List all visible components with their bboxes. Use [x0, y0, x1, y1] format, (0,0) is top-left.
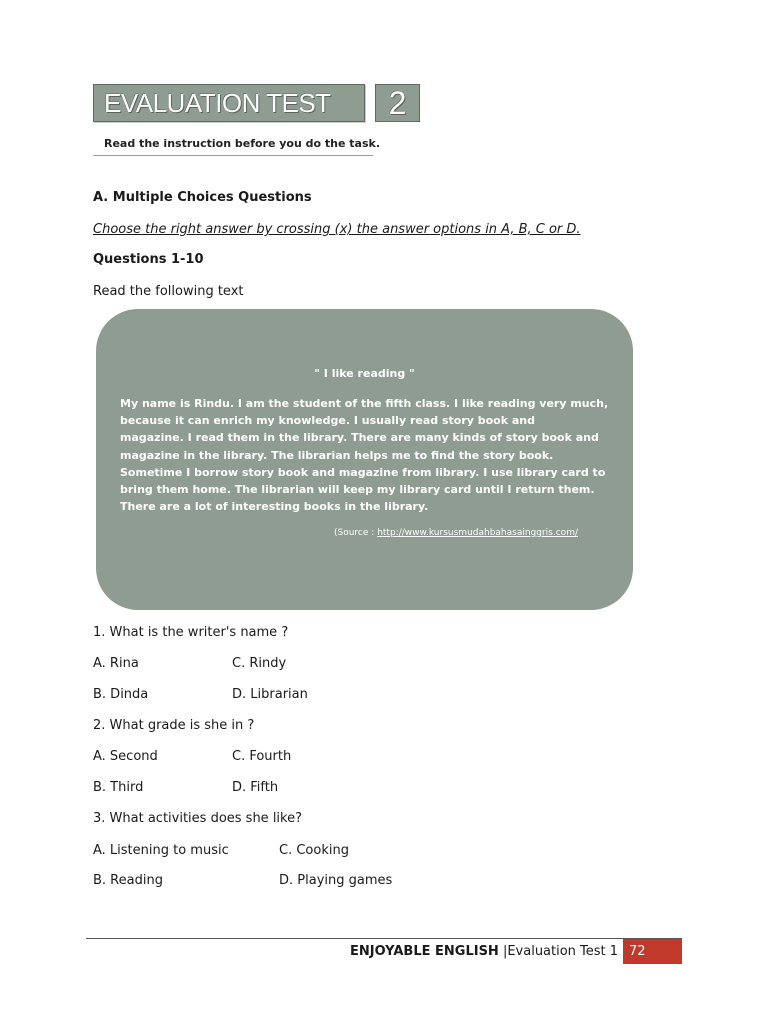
- q2-option-c: C. Fourth: [232, 749, 292, 764]
- passage-line: magazine. I read them in the library. There are many kinds of story book and: [120, 431, 599, 445]
- read-prompt: Read the following text: [93, 284, 244, 299]
- instruction-divider: [93, 155, 373, 156]
- passage-body: [120, 395, 610, 515]
- question-3: 3. What activities does she like?: [93, 811, 303, 826]
- page-number: 72: [623, 939, 682, 964]
- q3-option-c: C. Cooking: [279, 843, 349, 858]
- passage-line: There are a lot of interesting books in the library.: [120, 500, 429, 514]
- q3-option-b: B. Reading: [93, 873, 163, 888]
- q2-option-d: D. Fifth: [232, 780, 279, 795]
- q2-option-a: A. Second: [93, 749, 158, 764]
- footer-divider: [86, 938, 682, 939]
- footer-book-title: ENJOYABLE ENGLISH: [350, 944, 499, 959]
- passage-line: because it can enrich my knowledge. I usually read story book and: [120, 414, 536, 428]
- footer-separator: |: [498, 944, 508, 959]
- section-directions: Choose the right answer by crossing (x) the answer options in A, B, C or D.: [93, 222, 581, 237]
- footer-label: [350, 944, 618, 959]
- q1-option-c: C. Rindy: [232, 656, 287, 671]
- passage-line: magazine in the library. The librarian helps me to find the story book.: [120, 448, 554, 462]
- questions-range: Questions 1-10: [93, 252, 204, 267]
- q3-option-d: D. Playing games: [279, 873, 393, 888]
- q1-option-d: D. Librarian: [232, 687, 308, 702]
- instruction-text: Read the instruction before you do the task.: [104, 137, 381, 150]
- source-link[interactable]: http://www.kursusmudahbahasainggris.com/: [377, 528, 578, 538]
- question-1: 1. What is the writer's name ?: [93, 625, 289, 640]
- evaluation-title: EVALUATION TEST: [104, 88, 331, 118]
- source-prefix: (Source :: [334, 528, 378, 538]
- q2-option-b: B. Third: [93, 780, 144, 795]
- section-heading: A. Multiple Choices Questions: [93, 190, 312, 205]
- question-2: 2. What grade is she in ?: [93, 718, 255, 733]
- passage-title: " I like reading ": [314, 367, 415, 380]
- q1-option-b: B. Dinda: [93, 687, 149, 702]
- q3-option-a: A. Listening to music: [93, 843, 229, 858]
- footer-chapter: Evaluation Test 1: [507, 944, 619, 959]
- passage-line: bring them home. The librarian will keep my library card until I return them.: [120, 483, 595, 497]
- evaluation-number: 2: [388, 85, 407, 121]
- passage-source: [334, 528, 578, 538]
- passage-line: Sometime I borrow story book and magazine from library. I use library card to: [120, 465, 606, 479]
- passage-line: My name is Rindu. I am the student of the fifth class. I like reading very much,: [120, 397, 609, 410]
- q1-option-a: A. Rina: [93, 656, 139, 671]
